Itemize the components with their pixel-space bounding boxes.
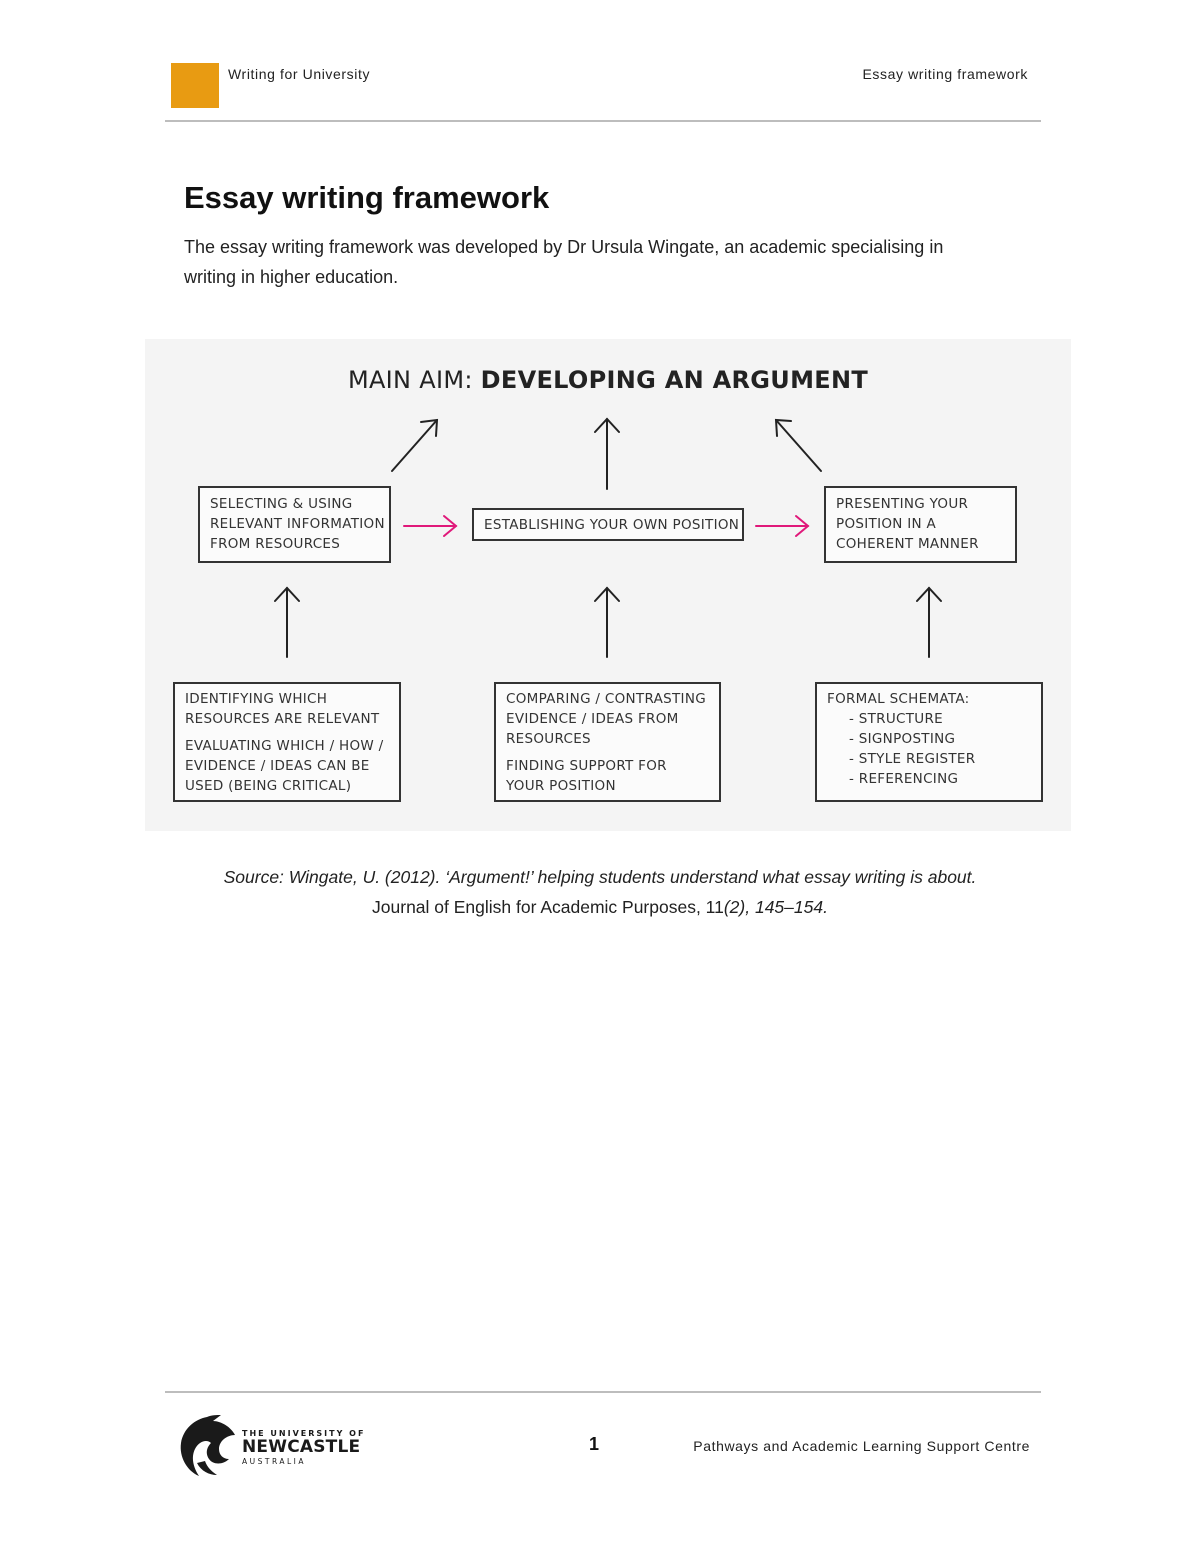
source-prefix: Source:: [223, 867, 289, 887]
university-crest-icon: [177, 1413, 239, 1479]
box-line: EVIDENCE / IDEAS FROM: [506, 711, 679, 727]
box-line: EVALUATING WHICH / HOW /: [185, 738, 384, 754]
box-line: - STRUCTURE: [849, 711, 944, 727]
arrow-up-center-bottom: [595, 588, 619, 657]
diagram-title-prefix: MAIN AIM:: [347, 366, 481, 394]
box-line: FROM RESOURCES: [210, 536, 341, 552]
box-line: - SIGNPOSTING: [849, 731, 956, 747]
box-presenting-position: [824, 486, 1017, 563]
box-formal-schemata: [815, 682, 1043, 802]
header-left-text: Writing for University: [228, 66, 371, 82]
arrow-pink-right: [756, 516, 808, 536]
arrow-diagonal-left: [392, 420, 437, 471]
arrow-diagonal-right: [776, 420, 821, 471]
logo-top-text: THE UNIVERSITY OF: [242, 1429, 366, 1438]
header-accent-square: [171, 63, 219, 108]
box-line: RELEVANT INFORMATION: [210, 516, 385, 532]
box-line: - REFERENCING: [849, 771, 959, 787]
footer-right-text: Pathways and Academic Learning Support Centre: [693, 1438, 1030, 1454]
source-citation: [0, 862, 1200, 922]
arrow-up-right-bottom: [917, 588, 941, 657]
arrow-up-center-top: [595, 419, 619, 489]
box-line: USED (BEING CRITICAL): [185, 778, 352, 794]
box-establishing-position: [472, 508, 744, 541]
page-number: 1: [589, 1434, 600, 1454]
source-journal: Journal of English for Academic Purposes, 11: [372, 897, 724, 917]
diagram-title-bold: DEVELOPING AN ARGUMENT: [480, 366, 869, 394]
box-line: COMPARING / CONTRASTING: [506, 691, 706, 707]
university-logo-text: [242, 1429, 365, 1466]
box-line: RESOURCES: [506, 731, 591, 747]
box-line: IDENTIFYING WHICH: [185, 691, 328, 707]
box-selecting-information: [198, 486, 391, 563]
page-title: Essay writing framework: [184, 180, 550, 215]
box-line: YOUR POSITION: [506, 778, 616, 794]
diagram-title: [145, 366, 1071, 394]
source-issue: (2), 145–154.: [723, 897, 828, 917]
box-line: FORMAL SCHEMATA:: [827, 691, 970, 707]
box-line: RESOURCES ARE RELEVANT: [185, 711, 380, 727]
source-reference: Wingate, U. (2012). ‘Argument!’ helping students understand what essay writing is about.: [288, 867, 977, 887]
arrow-pink-left: [404, 516, 456, 536]
box-line: COHERENT MANNER: [836, 536, 979, 552]
framework-diagram: [145, 339, 1071, 831]
box-line: POSITION IN A: [836, 516, 937, 532]
logo-main-text: NEWCASTLE: [242, 1437, 361, 1457]
box-line: - STYLE REGISTER: [849, 751, 976, 767]
box-line: PRESENTING YOUR: [836, 496, 969, 512]
box-line: SELECTING & USING: [210, 496, 353, 512]
header-divider: [165, 120, 1041, 122]
box-identifying-resources: [173, 682, 401, 802]
box-comparing-evidence: [494, 682, 721, 802]
intro-paragraph: The essay writing framework was developed by Dr Ursula Wingate, an academic specialising in writing in higher education.: [184, 237, 944, 287]
box-line: FINDING SUPPORT FOR: [506, 758, 667, 774]
box-line: EVIDENCE / IDEAS CAN BE: [185, 758, 370, 774]
header-right-text: Essay writing framework: [862, 66, 1028, 82]
box-line: ESTABLISHING YOUR OWN POSITION: [484, 517, 740, 533]
arrow-up-left-bottom: [275, 588, 299, 657]
logo-bottom-text: AUSTRALIA: [242, 1457, 307, 1466]
footer-divider: [165, 1391, 1041, 1393]
